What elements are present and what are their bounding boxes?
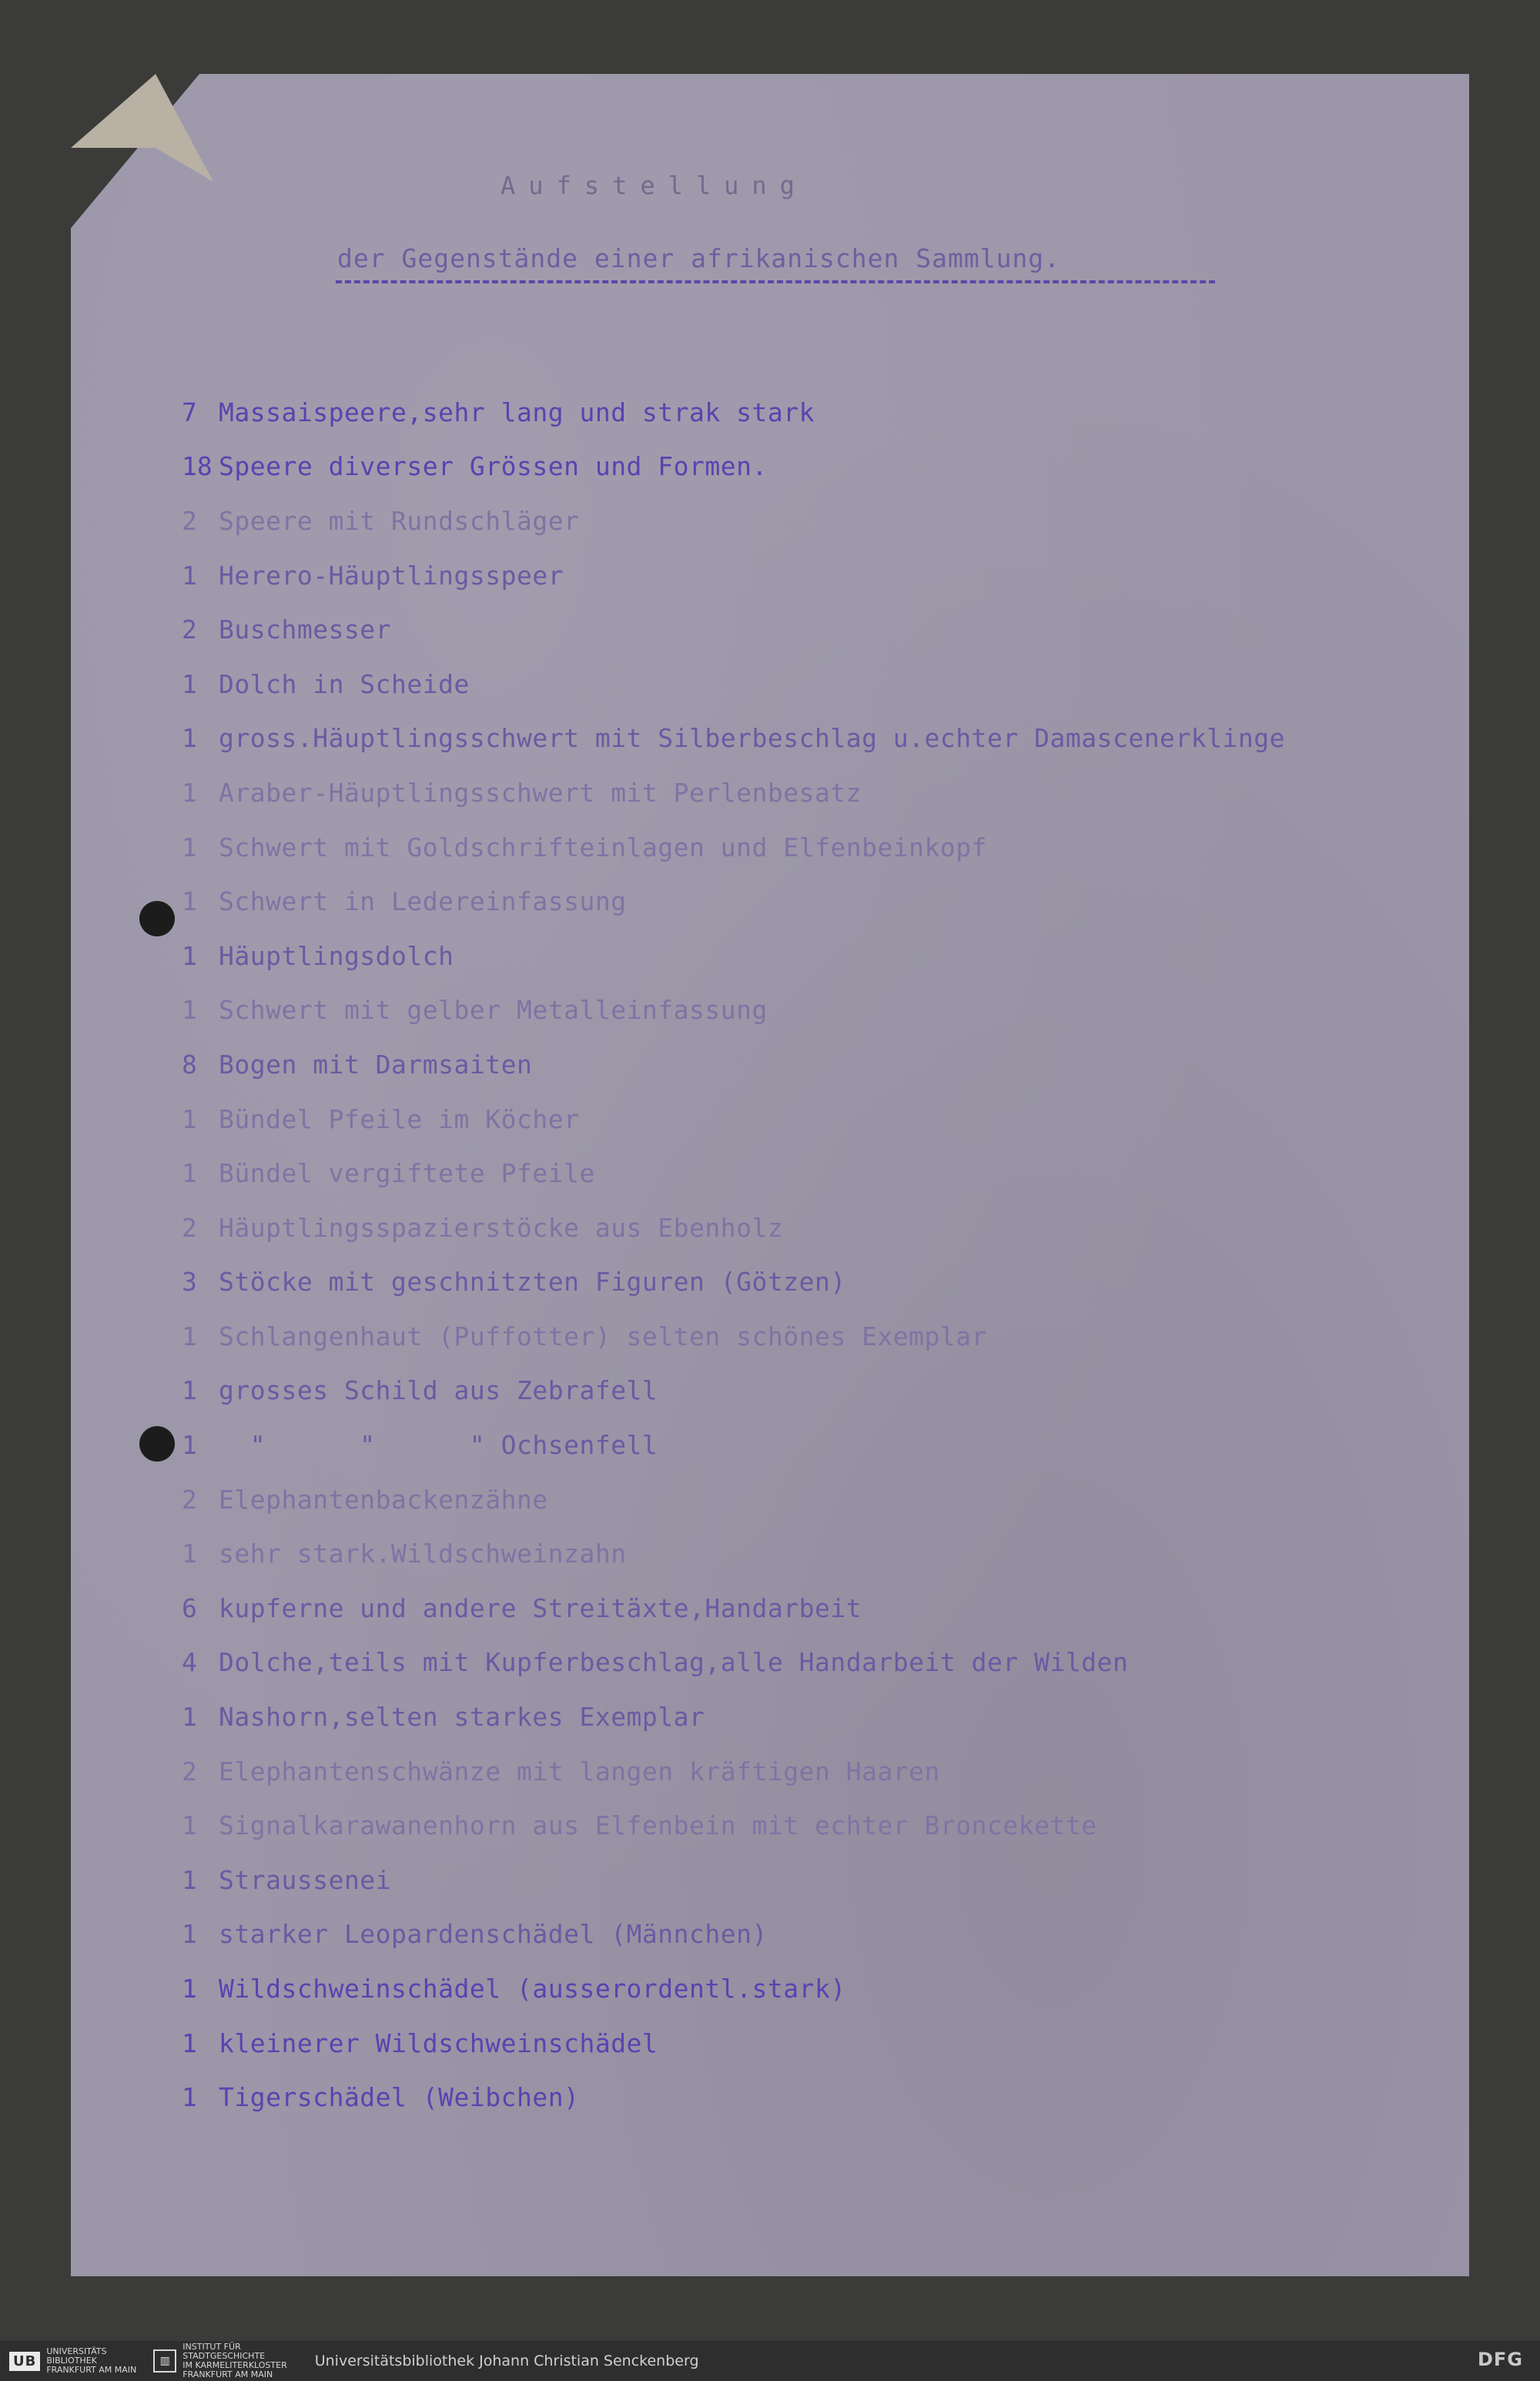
isg-logo[interactable]: [153, 2342, 286, 2379]
list-item: [182, 1472, 1414, 1527]
list-item: [182, 602, 1414, 657]
list-item: [182, 1201, 1414, 1255]
list-item: [182, 1418, 1414, 1472]
list-item: [182, 929, 1414, 983]
item-description: Speere diverser Grössen und Formen.: [219, 451, 768, 482]
item-quantity: 1: [182, 940, 197, 971]
ub-logo-line: FRANKFURT AM MAIN: [46, 2365, 137, 2375]
item-description: Nashorn,selten starkes Exemplar: [219, 1702, 705, 1733]
item-description: grosses Schild aus Zebrafell: [219, 1375, 658, 1406]
list-item: [182, 1581, 1414, 1636]
item-description: Araber-Häuptlingsschwert mit Perlenbesatz: [219, 777, 862, 808]
ub-logo-mark: UB: [9, 2352, 40, 2371]
list-item: [182, 712, 1414, 766]
item-description: Schwert mit gelber Metalleinfassung: [219, 995, 768, 1026]
item-description: kleinerer Wildschweinschädel: [219, 2028, 658, 2058]
list-item: [182, 548, 1414, 603]
item-quantity: 1: [182, 723, 197, 754]
isg-logo-icon: ▥: [153, 2349, 176, 2373]
list-item: [182, 765, 1414, 820]
item-quantity: 1: [182, 1702, 197, 1733]
punch-hole: [139, 901, 175, 936]
item-quantity: 2: [182, 505, 197, 536]
library-name: Universitätsbibliothek Johann Christian Senckenberg: [314, 2353, 699, 2369]
item-quantity: 6: [182, 1592, 197, 1623]
item-quantity: 1: [182, 1321, 197, 1351]
ub-logo-line: UNIVERSITÄTS: [46, 2346, 107, 2356]
item-description: Schwert mit Goldschrifteinlagen und Elfenbeinkopf: [219, 832, 988, 862]
list-item: [182, 1146, 1414, 1201]
list-item: [182, 2016, 1414, 2071]
item-quantity: 1: [182, 1375, 197, 1406]
list-item: [182, 1364, 1414, 1418]
list-item: [182, 874, 1414, 929]
item-quantity: 1: [182, 1864, 197, 1895]
item-quantity: 7: [182, 397, 197, 427]
list-item: [182, 1526, 1414, 1581]
list-item: [182, 385, 1414, 440]
list-item: [182, 1907, 1414, 1962]
item-quantity: 1: [182, 777, 197, 808]
punch-hole: [139, 1426, 175, 1462]
item-quantity: 4: [182, 1647, 197, 1678]
list-item: [182, 1961, 1414, 2016]
item-description: Signalkarawanenhorn aus Elfenbein mit echter Broncekette: [219, 1810, 1097, 1841]
item-description: Schwert in Ledereinfassung: [219, 886, 627, 917]
list-item: [182, 440, 1414, 494]
item-quantity: 8: [182, 1049, 197, 1080]
list-item: [182, 820, 1414, 875]
list-item: [182, 2070, 1414, 2125]
isg-logo-line: INSTITUT FÜR: [182, 2342, 241, 2352]
item-description: Herero-Häuptlingsspeer: [219, 560, 564, 591]
item-description: Elephantenbackenzähne: [219, 1484, 548, 1515]
item-description: Tigerschädel (Weibchen): [219, 2082, 580, 2113]
item-quantity: 1: [182, 560, 197, 591]
list-item: [182, 1853, 1414, 1907]
item-description: Straussenei: [219, 1864, 392, 1895]
item-quantity: 1: [182, 1974, 197, 2004]
isg-logo-line: STADTGESCHICHTE: [182, 2351, 266, 2361]
item-quantity: 1: [182, 1103, 197, 1134]
ub-logo-line: BIBLIOTHEK: [46, 2356, 97, 2366]
list-item: [182, 1092, 1414, 1147]
list-item: [182, 494, 1414, 548]
item-description: kupferne und andere Streitäxte,Handarbeit: [219, 1592, 862, 1623]
item-description: Stöcke mit geschnitzten Figuren (Götzen): [219, 1267, 846, 1298]
item-quantity: 2: [182, 615, 197, 645]
item-quantity: 1: [182, 1919, 197, 1950]
document-title: Aufstellung: [500, 171, 808, 200]
item-quantity: 1: [182, 1810, 197, 1841]
item-description: Bogen mit Darmsaiten: [219, 1049, 533, 1080]
item-description: Wildschweinschädel (ausserordentl.stark): [219, 1974, 846, 2004]
inventory-list: [182, 385, 1414, 2125]
isg-logo-line: FRANKFURT AM MAIN: [182, 2369, 273, 2379]
item-description: starker Leopardenschädel (Männchen): [219, 1919, 768, 1950]
viewer-footer: [0, 2341, 1540, 2381]
item-description: sehr stark.Wildschweinzahn: [219, 1539, 627, 1569]
item-quantity: 1: [182, 886, 197, 917]
item-quantity: 1: [182, 995, 197, 1026]
item-description: Elephantenschwänze mit langen kräftigen Haaren: [219, 1756, 940, 1787]
list-item: [182, 1798, 1414, 1853]
item-quantity: 1: [182, 2082, 197, 2113]
dfg-logo[interactable]: DFG: [1477, 2349, 1523, 2370]
list-item: [182, 1636, 1414, 1690]
isg-logo-text: [182, 2342, 286, 2379]
list-item: [182, 1309, 1414, 1364]
item-quantity: 18: [182, 451, 213, 482]
item-description: Speere mit Rundschläger: [219, 505, 580, 536]
item-description: Massaispeere,sehr lang und strak stark: [219, 397, 815, 427]
ub-logo[interactable]: [9, 2347, 136, 2375]
item-description: Häuptlingsdolch: [219, 940, 454, 971]
item-quantity: 2: [182, 1212, 197, 1243]
list-item: [182, 1037, 1414, 1092]
item-description: Bündel Pfeile im Köcher: [219, 1103, 580, 1134]
list-item: [182, 1255, 1414, 1310]
list-item: [182, 657, 1414, 712]
item-quantity: 2: [182, 1756, 197, 1787]
item-description: Dolche,teils mit Kupferbeschlag,alle Handarbeit der Wilden: [219, 1647, 1129, 1678]
item-description: Bündel vergiftete Pfeile: [219, 1158, 595, 1189]
item-quantity: 1: [182, 668, 197, 699]
document-subtitle: der Gegenstände einer afrikanischen Sammlung.: [337, 243, 1061, 273]
item-quantity: 2: [182, 1484, 197, 1515]
item-description: Buschmesser: [219, 615, 392, 645]
ub-logo-text: [46, 2347, 136, 2375]
item-description: Häuptlingsspazierstöcke aus Ebenholz: [219, 1212, 784, 1243]
isg-logo-line: IM KARMELITERKLOSTER: [182, 2360, 287, 2370]
item-description: " " " Ochsenfell: [219, 1430, 658, 1461]
item-description: Dolch in Scheide: [219, 668, 470, 699]
item-quantity: 3: [182, 1267, 197, 1298]
item-quantity: 1: [182, 1158, 197, 1189]
item-quantity: 1: [182, 1430, 197, 1461]
item-quantity: 1: [182, 2028, 197, 2058]
item-description: Schlangenhaut (Puffotter) selten schönes Exemplar: [219, 1321, 988, 1351]
item-quantity: 1: [182, 1539, 197, 1569]
list-item: [182, 1744, 1414, 1799]
list-item: [182, 983, 1414, 1038]
item-quantity: 1: [182, 832, 197, 862]
list-item: [182, 1689, 1414, 1744]
item-description: gross.Häuptlingsschwert mit Silberbeschlag u.echter Damascenerklinge: [219, 723, 1286, 754]
subtitle-underline: [336, 280, 1215, 283]
